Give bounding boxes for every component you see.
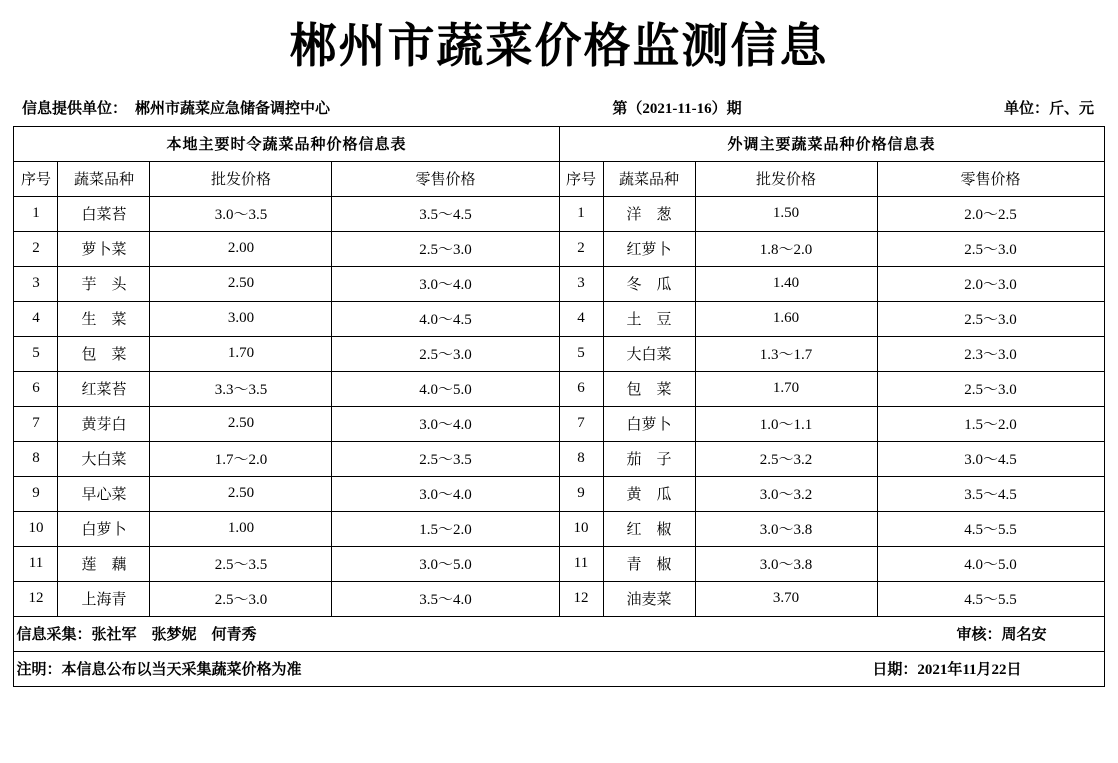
local-variety: 黄芽白	[58, 406, 150, 441]
external-wholesale: 3.0～3.8	[695, 546, 877, 581]
external-retail: 4.5～5.5	[877, 581, 1104, 616]
external-retail: 3.5～4.5	[877, 476, 1104, 511]
note-label: 注明：本信息公布以当天采集蔬菜价格为准	[16, 662, 302, 679]
external-wholesale: 1.70	[695, 371, 877, 406]
external-retail: 2.0～2.5	[877, 196, 1104, 231]
table-row	[14, 511, 1104, 546]
external-variety: 土 豆	[603, 301, 695, 336]
local-variety: 芋 头	[58, 266, 150, 301]
external-variety: 红 椒	[603, 511, 695, 546]
footer-row	[14, 616, 1104, 651]
local-index: 1	[14, 196, 58, 231]
external-index: 7	[559, 406, 603, 441]
local-retail: 4.0～4.5	[332, 301, 559, 336]
local-index: 5	[14, 336, 58, 371]
local-wholesale: 2.50	[150, 476, 332, 511]
local-variety: 早心菜	[58, 476, 150, 511]
footer-collect-audit	[14, 616, 1104, 651]
local-variety: 白菜苔	[58, 196, 150, 231]
external-variety: 油麦菜	[603, 581, 695, 616]
local-retail: 3.5～4.0	[332, 581, 559, 616]
table-row	[14, 336, 1104, 371]
external-index: 4	[559, 301, 603, 336]
section-header-row	[14, 126, 1104, 161]
local-retail: 3.0～4.0	[332, 266, 559, 301]
table-row	[14, 441, 1104, 476]
external-index: 8	[559, 441, 603, 476]
external-retail: 2.5～3.0	[877, 301, 1104, 336]
local-index: 12	[14, 581, 58, 616]
column-header-row	[14, 161, 1104, 196]
local-retail: 3.5～4.5	[332, 196, 559, 231]
local-retail: 3.0～4.0	[332, 476, 559, 511]
external-index: 12	[559, 581, 603, 616]
local-col-variety: 蔬菜品种	[58, 161, 150, 196]
local-retail: 4.0～5.0	[332, 371, 559, 406]
local-variety: 包 菜	[58, 336, 150, 371]
local-variety: 上海青	[58, 581, 150, 616]
local-col-retail: 零售价格	[332, 161, 559, 196]
external-index: 10	[559, 511, 603, 546]
external-variety: 冬 瓜	[603, 266, 695, 301]
local-variety: 生 菜	[58, 301, 150, 336]
table-row	[14, 301, 1104, 336]
provider-block	[22, 97, 330, 118]
local-variety: 红菜苔	[58, 371, 150, 406]
local-wholesale: 1.00	[150, 511, 332, 546]
external-wholesale: 3.0～3.2	[695, 476, 877, 511]
local-retail: 2.5～3.0	[332, 231, 559, 266]
external-variety: 茄 子	[603, 441, 695, 476]
external-variety: 红萝卜	[603, 231, 695, 266]
external-variety: 黄 瓜	[603, 476, 695, 511]
table-row	[14, 231, 1104, 266]
period-label: 第（2021-11-16）期	[612, 100, 742, 117]
price-table	[13, 126, 1104, 687]
footer-note-date	[14, 651, 1104, 686]
external-col-index: 序号	[559, 161, 603, 196]
collector-label: 信息采集：张社军 张梦妮 何青秀	[16, 627, 257, 644]
external-col-wholesale: 批发价格	[695, 161, 877, 196]
local-wholesale: 3.00	[150, 301, 332, 336]
document-page	[0, 18, 1118, 763]
external-index: 3	[559, 266, 603, 301]
local-wholesale: 2.5～3.5	[150, 546, 332, 581]
table-row	[14, 196, 1104, 231]
local-index: 2	[14, 231, 58, 266]
external-retail: 3.0～4.5	[877, 441, 1104, 476]
local-col-wholesale: 批发价格	[150, 161, 332, 196]
local-index: 8	[14, 441, 58, 476]
table-row	[14, 266, 1104, 301]
external-col-retail: 零售价格	[877, 161, 1104, 196]
external-index: 9	[559, 476, 603, 511]
external-variety: 包 菜	[603, 371, 695, 406]
local-variety: 莲 藕	[58, 546, 150, 581]
local-wholesale: 2.50	[150, 406, 332, 441]
external-index: 6	[559, 371, 603, 406]
local-wholesale: 2.50	[150, 266, 332, 301]
external-wholesale: 1.50	[695, 196, 877, 231]
external-variety: 青 椒	[603, 546, 695, 581]
table-row	[14, 371, 1104, 406]
local-variety: 白萝卜	[58, 511, 150, 546]
external-index: 1	[559, 196, 603, 231]
table-row	[14, 476, 1104, 511]
local-index: 7	[14, 406, 58, 441]
local-retail: 3.0～4.0	[332, 406, 559, 441]
external-wholesale: 3.70	[695, 581, 877, 616]
external-wholesale: 1.3～1.7	[695, 336, 877, 371]
external-wholesale: 1.0～1.1	[695, 406, 877, 441]
external-retail: 2.3～3.0	[877, 336, 1104, 371]
local-retail: 1.5～2.0	[332, 511, 559, 546]
local-index: 11	[14, 546, 58, 581]
meta-row	[0, 97, 1118, 118]
local-wholesale: 2.00	[150, 231, 332, 266]
local-index: 3	[14, 266, 58, 301]
external-variety: 洋 葱	[603, 196, 695, 231]
external-wholesale: 2.5～3.2	[695, 441, 877, 476]
local-retail: 2.5～3.5	[332, 441, 559, 476]
external-retail: 4.0～5.0	[877, 546, 1104, 581]
external-index: 2	[559, 231, 603, 266]
external-wholesale: 1.8～2.0	[695, 231, 877, 266]
external-variety: 大白菜	[603, 336, 695, 371]
page-title: 郴州市蔬菜价格监测信息	[289, 21, 829, 73]
local-retail: 3.0～5.0	[332, 546, 559, 581]
local-wholesale: 2.5～3.0	[150, 581, 332, 616]
local-wholesale: 3.0～3.5	[150, 196, 332, 231]
external-retail: 2.5～3.0	[877, 231, 1104, 266]
local-col-index: 序号	[14, 161, 58, 196]
local-index: 9	[14, 476, 58, 511]
provider-value: 郴州市蔬菜应急储备调控中心	[135, 100, 331, 117]
local-wholesale: 1.70	[150, 336, 332, 371]
local-variety: 大白菜	[58, 441, 150, 476]
external-retail: 2.5～3.0	[877, 371, 1104, 406]
unit-label: 单位：斤、元	[1003, 100, 1094, 117]
external-retail: 2.0～3.0	[877, 266, 1104, 301]
external-retail: 1.5～2.0	[877, 406, 1104, 441]
table-row	[14, 406, 1104, 441]
auditor-label: 审核：周名安	[956, 627, 1047, 644]
external-retail: 4.5～5.5	[877, 511, 1104, 546]
local-index: 4	[14, 301, 58, 336]
provider-label: 信息提供单位：	[22, 100, 128, 117]
local-index: 10	[14, 511, 58, 546]
external-index: 5	[559, 336, 603, 371]
external-col-variety: 蔬菜品种	[603, 161, 695, 196]
external-section-title: 外调主要蔬菜品种价格信息表	[559, 126, 1104, 161]
note-row	[14, 651, 1104, 686]
external-wholesale: 3.0～3.8	[695, 511, 877, 546]
external-variety: 白萝卜	[603, 406, 695, 441]
external-wholesale: 1.60	[695, 301, 877, 336]
local-wholesale: 3.3～3.5	[150, 371, 332, 406]
external-index: 11	[559, 546, 603, 581]
local-variety: 萝卜菜	[58, 231, 150, 266]
local-wholesale: 1.7～2.0	[150, 441, 332, 476]
table-row	[14, 581, 1104, 616]
external-wholesale: 1.40	[695, 266, 877, 301]
local-index: 6	[14, 371, 58, 406]
local-section-title: 本地主要时令蔬菜品种价格信息表	[14, 126, 559, 161]
local-retail: 2.5～3.0	[332, 336, 559, 371]
table-row	[14, 546, 1104, 581]
date-label: 日期：2021年11月22日	[872, 662, 1022, 679]
